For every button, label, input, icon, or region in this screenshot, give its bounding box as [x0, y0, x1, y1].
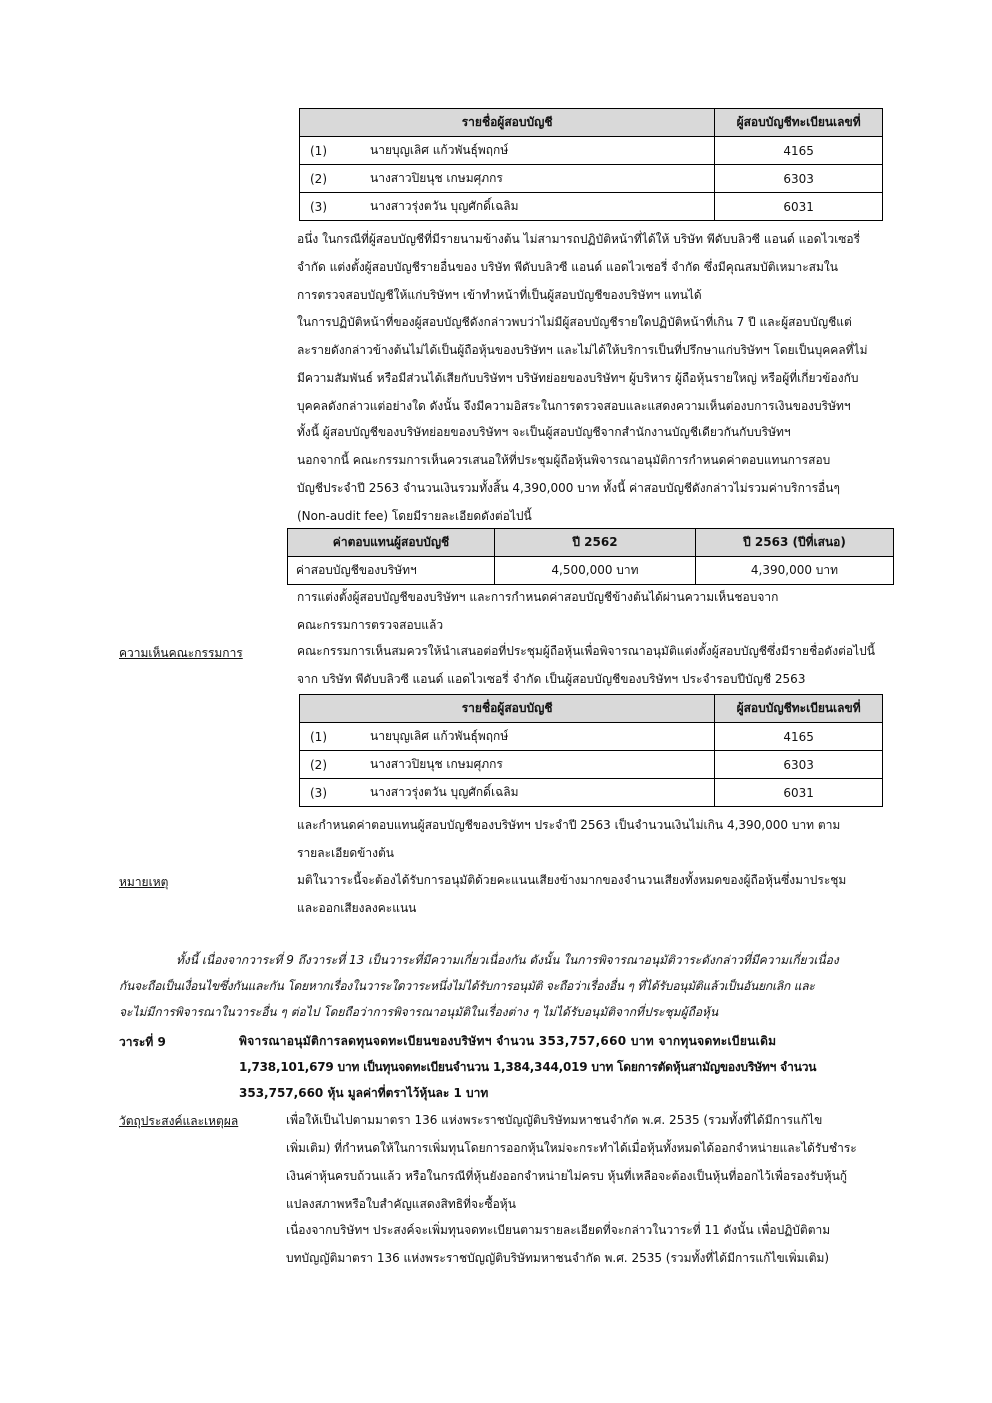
text-line: ละรายดังกล่าวข้างต้นไม่ได้เป็นผู้ถือหุ้นของบริษัทฯ และไม่ได้ให้บริการเป็นที่ปรึกษาแก่บริษัทฯ โดยเป็นบุคคลที่ไม่ — [297, 343, 868, 357]
text-line: การตรวจสอบบัญชีให้แก่บริษัทฯ เข้าทำหน้าที่เป็นผู้สอบบัญชีของบริษัทฯ แทนได้ — [297, 288, 702, 302]
auditor-reg: 6303 — [715, 751, 883, 779]
table-row — [300, 137, 883, 165]
text-line: เนื่องจากบริษัทฯ ประสงค์จะเพิ่มทุนจดทะเบียนตามรายละเอียดที่จะกล่าวในวาระที่ 11 ดังนั้น เพื่อปฏิบัติตาม — [286, 1223, 831, 1237]
row-number: (2) — [300, 165, 363, 193]
text-line: นอกจากนี้ คณะกรรมการเห็นควรเสนอให้ที่ประชุมผู้ถือหุ้นพิจารณาอนุมัติการกำหนดค่าตอบแทนการสอบ — [297, 453, 831, 467]
text-line: ทั้งนี้ ผู้สอบบัญชีของบริษัทย่อยของบริษัทฯ จะเป็นผู้สอบบัญชีจากสำนักงานบัญชีเดียวกันกับบริษัทฯ — [297, 425, 791, 439]
auditor-table-1 — [299, 108, 883, 221]
auditor-reg: 6031 — [715, 193, 883, 221]
agenda-title — [239, 1028, 885, 1106]
auditor-table-2 — [299, 694, 883, 807]
fee-item: ค่าสอบบัญชีของบริษัทฯ — [288, 557, 495, 585]
text-line: พิจารณาอนุมัติการลดทุนจดทะเบียนของบริษัทฯ จำนวน 353,757,660 บาท จากทุนจดทะเบียนเดิม — [239, 1034, 777, 1048]
text-line: การแต่งตั้งผู้สอบบัญชีของบริษัทฯ และการกำหนดค่าสอบบัญชีข้างต้นได้ผ่านความเห็นชอบจาก — [297, 590, 779, 604]
substitute-auditor-paragraph — [297, 225, 885, 309]
fee-header-2563: ปี 2563 (ปีที่เสนอ) — [696, 529, 894, 557]
auditor-reg: 6031 — [715, 779, 883, 807]
table-row — [300, 779, 883, 807]
text-line: เงินค่าหุ้นครบถ้วนแล้ว หรือในกรณีที่หุ้นยังออกจำหน่ายไม่ครบ หุ้นที่เหลือจะต้องเป็นหุ้นที่ออกไว้เพื่อรองรับหุ้นกู้ — [286, 1169, 848, 1183]
auditor-reg-header: ผู้สอบบัญชีทะเบียนเลขที่ — [715, 109, 883, 137]
fee-header-item: ค่าตอบแทนผู้สอบบัญชี — [288, 529, 495, 557]
auditor-name: นางสาวรุ่งตวัน บุญศักดิ์เฉลิม — [362, 193, 715, 221]
text-line: ทั้งนี้ เนื่องจากวาระที่ 9 ถึงวาระที่ 13 เป็นวาระที่มีความเกี่ยวเนื่องกัน ดังนั้น ในการพิจารณาอนุมัติวาระดังกล่าวที่มีความเกี่ยวเนื่อง — [176, 953, 839, 967]
fee-header-2562: ปี 2562 — [495, 529, 696, 557]
text-line: จาก บริษัท พีดับบลิวซี แอนด์ แอดไวเซอรี่ จำกัด เป็นผู้สอบบัญชีของบริษัทฯ ประจำรอบปีบัญชี 2563 — [297, 672, 806, 686]
row-number: (3) — [300, 193, 363, 221]
text-line: มีความสัมพันธ์ หรือมีส่วนได้เสียกับบริษัทฯ บริษัทย่อยของบริษัทฯ ผู้บริหาร ผู้ถือหุ้นรายใหญ่ หรือผู้ที่เกี่ยวข้องกับ — [297, 371, 859, 385]
interdependent-agenda-paragraph — [119, 947, 885, 1025]
auditor-name: นายบุญเลิศ แก้วพันธุ์พฤกษ์ — [362, 137, 715, 165]
text-line: (Non-audit fee) โดยมีรายละเอียดดังต่อไปนี้ — [297, 509, 532, 523]
text-line: รายละเอียดข้างต้น — [297, 846, 394, 860]
text-line: คณะกรรมการเห็นสมควรให้นำเสนอต่อที่ประชุมผู้ถือหุ้นเพื่อพิจารณาอนุมัติแต่งตั้งผู้สอบบัญชีซึ่งมีรายชื่อดังต่อไปนี้ — [297, 644, 875, 658]
auditor-reg: 4165 — [715, 137, 883, 165]
purpose-paragraph-2 — [286, 1216, 885, 1272]
auditor-name-header: รายชื่อผู้สอบบัญชี — [300, 695, 715, 723]
row-number: (1) — [300, 723, 363, 751]
table-row — [300, 723, 883, 751]
text-line: บทบัญญัติมาตรา 136 แห่งพระราชบัญญัติบริษัทมหาชนจำกัด พ.ศ. 2535 (รวมทั้งที่ได้มีการแก้ไขเพิ่มเติม) — [286, 1251, 830, 1265]
table-row — [300, 165, 883, 193]
note-paragraph — [297, 866, 885, 922]
text-line: และออกเสียงลงคะแนน — [297, 901, 417, 915]
audit-fee-table — [287, 528, 894, 585]
text-line: เพิ่มเติม) ที่กำหนดให้ในการเพิ่มทุนโดยการออกหุ้นใหม่จะกระทำได้เมื่อหุ้นทั้งหมดได้ออกจำหน่ายและได้รับชำระ — [286, 1141, 857, 1155]
table-row — [300, 751, 883, 779]
audit-fee-paragraph — [297, 446, 885, 530]
subsidiary-auditor-paragraph — [297, 418, 885, 446]
audit-committee-approval-paragraph — [297, 583, 885, 639]
auditor-name: นางสาวรุ่งตวัน บุญศักดิ์เฉลิม — [362, 779, 715, 807]
fee-2562: 4,500,000 บาท — [495, 557, 696, 585]
auditor-reg: 6303 — [715, 165, 883, 193]
text-line: แปลงสภาพหรือใบสำคัญแสดงสิทธิที่จะซื้อหุ้น — [286, 1197, 516, 1211]
row-number: (3) — [300, 779, 363, 807]
independence-paragraph — [297, 308, 885, 420]
auditor-reg: 4165 — [715, 723, 883, 751]
purpose-paragraph-1 — [286, 1106, 885, 1218]
text-line: บุคคลดังกล่าวแต่อย่างใด ดังนั้น จึงมีความอิสระในการตรวจสอบและแสดงความเห็นต่องบการเงินของบริษัทฯ — [297, 399, 851, 413]
board-opinion-label: ความเห็นคณะกรรมการ — [119, 646, 243, 660]
text-line: คณะกรรมการตรวจสอบแล้ว — [297, 618, 444, 632]
row-number: (1) — [300, 137, 363, 165]
auditor-name: นางสาวปิยนุช เกษมศุภกร — [362, 751, 715, 779]
table-row — [300, 193, 883, 221]
text-line: และกำหนดค่าตอบแทนผู้สอบบัญชีของบริษัทฯ ประจำปี 2563 เป็นจำนวนเงินไม่เกิน 4,390,000 บาท ตาม — [297, 818, 841, 832]
agenda-number: วาระที่ 9 — [119, 1035, 166, 1049]
note-label: หมายเหตุ — [119, 875, 169, 889]
text-line: จะไม่มีการพิจารณาในวาระอื่น ๆ ต่อไป โดยถือว่าการพิจารณาอนุมัติในเรื่องต่าง ๆ ไม่ได้รับอนุมัติจากที่ประชุมผู้ถือหุ้น — [119, 1005, 719, 1019]
auditor-name-header: รายชื่อผู้สอบบัญชี — [300, 109, 715, 137]
text-line: จำกัด แต่งตั้งผู้สอบบัญชีรายอื่นของ บริษัท พีดับบลิวซี แอนด์ แอดไวเซอรี่ จำกัด ซึ่งมีคุณสมบัติเหมาะสมใน — [297, 260, 838, 274]
fee-approval-paragraph — [297, 811, 885, 867]
board-opinion-paragraph — [297, 637, 885, 693]
row-number: (2) — [300, 751, 363, 779]
table-row — [288, 557, 894, 585]
fee-2563: 4,390,000 บาท — [696, 557, 894, 585]
text-line: ในการปฏิบัติหน้าที่ของผู้สอบบัญชีดังกล่าวพบว่าไม่มีผู้สอบบัญชีรายใดปฏิบัติหน้าที่เกิน 7 ปี และผู้สอบบัญชีแต่ — [297, 315, 852, 329]
auditor-name: นางสาวปิยนุช เกษมศุภกร — [362, 165, 715, 193]
auditor-name: นายบุญเลิศ แก้วพันธุ์พฤกษ์ — [362, 723, 715, 751]
auditor-reg-header: ผู้สอบบัญชีทะเบียนเลขที่ — [715, 695, 883, 723]
text-line: เพื่อให้เป็นไปตามมาตรา 136 แห่งพระราชบัญญัติบริษัทมหาชนจำกัด พ.ศ. 2535 (รวมทั้งที่ได้มีการแก้ไข — [286, 1113, 823, 1127]
text-line: มติในวาระนี้จะต้องได้รับการอนุมัติด้วยคะแนนเสียงข้างมากของจำนวนเสียงทั้งหมดของผู้ถือหุ้นซึ่งมาประชุม — [297, 873, 847, 887]
text-line: 353,757,660 หุ้น มูลค่าที่ตราไว้หุ้นละ 1 บาท — [239, 1086, 489, 1100]
purpose-label: วัตถุประสงค์และเหตุผล — [119, 1114, 239, 1128]
text-line: บัญชีประจำปี 2563 จำนวนเงินรวมทั้งสิ้น 4,390,000 บาท ทั้งนี้ ค่าสอบบัญชีดังกล่าวไม่รวมค่าบริการอื่นๆ — [297, 481, 840, 495]
text-line: กันจะถือเป็นเงื่อนไขซึ่งกันและกัน โดยหากเรื่องในวาระใดวาระหนึ่งไม่ได้รับการอนุมัติ จะถือว่าเรื่องอื่น ๆ ที่ได้รับอนุมัติแล้วเป็นอันยกเลิก และ — [119, 979, 815, 993]
text-line: อนึ่ง ในกรณีที่ผู้สอบบัญชีที่มีรายนามข้างต้น ไม่สามารถปฏิบัติหน้าที่ได้ให้ บริษัท พีดับบลิวซี แอนด์ แอดไวเซอรี่ — [297, 232, 861, 246]
text-line: 1,738,101,679 บาท เป็นทุนจดทะเบียนจำนวน 1,384,344,019 บาท โดยการตัดหุ้นสามัญของบริษัทฯ จำนวน — [239, 1060, 817, 1074]
